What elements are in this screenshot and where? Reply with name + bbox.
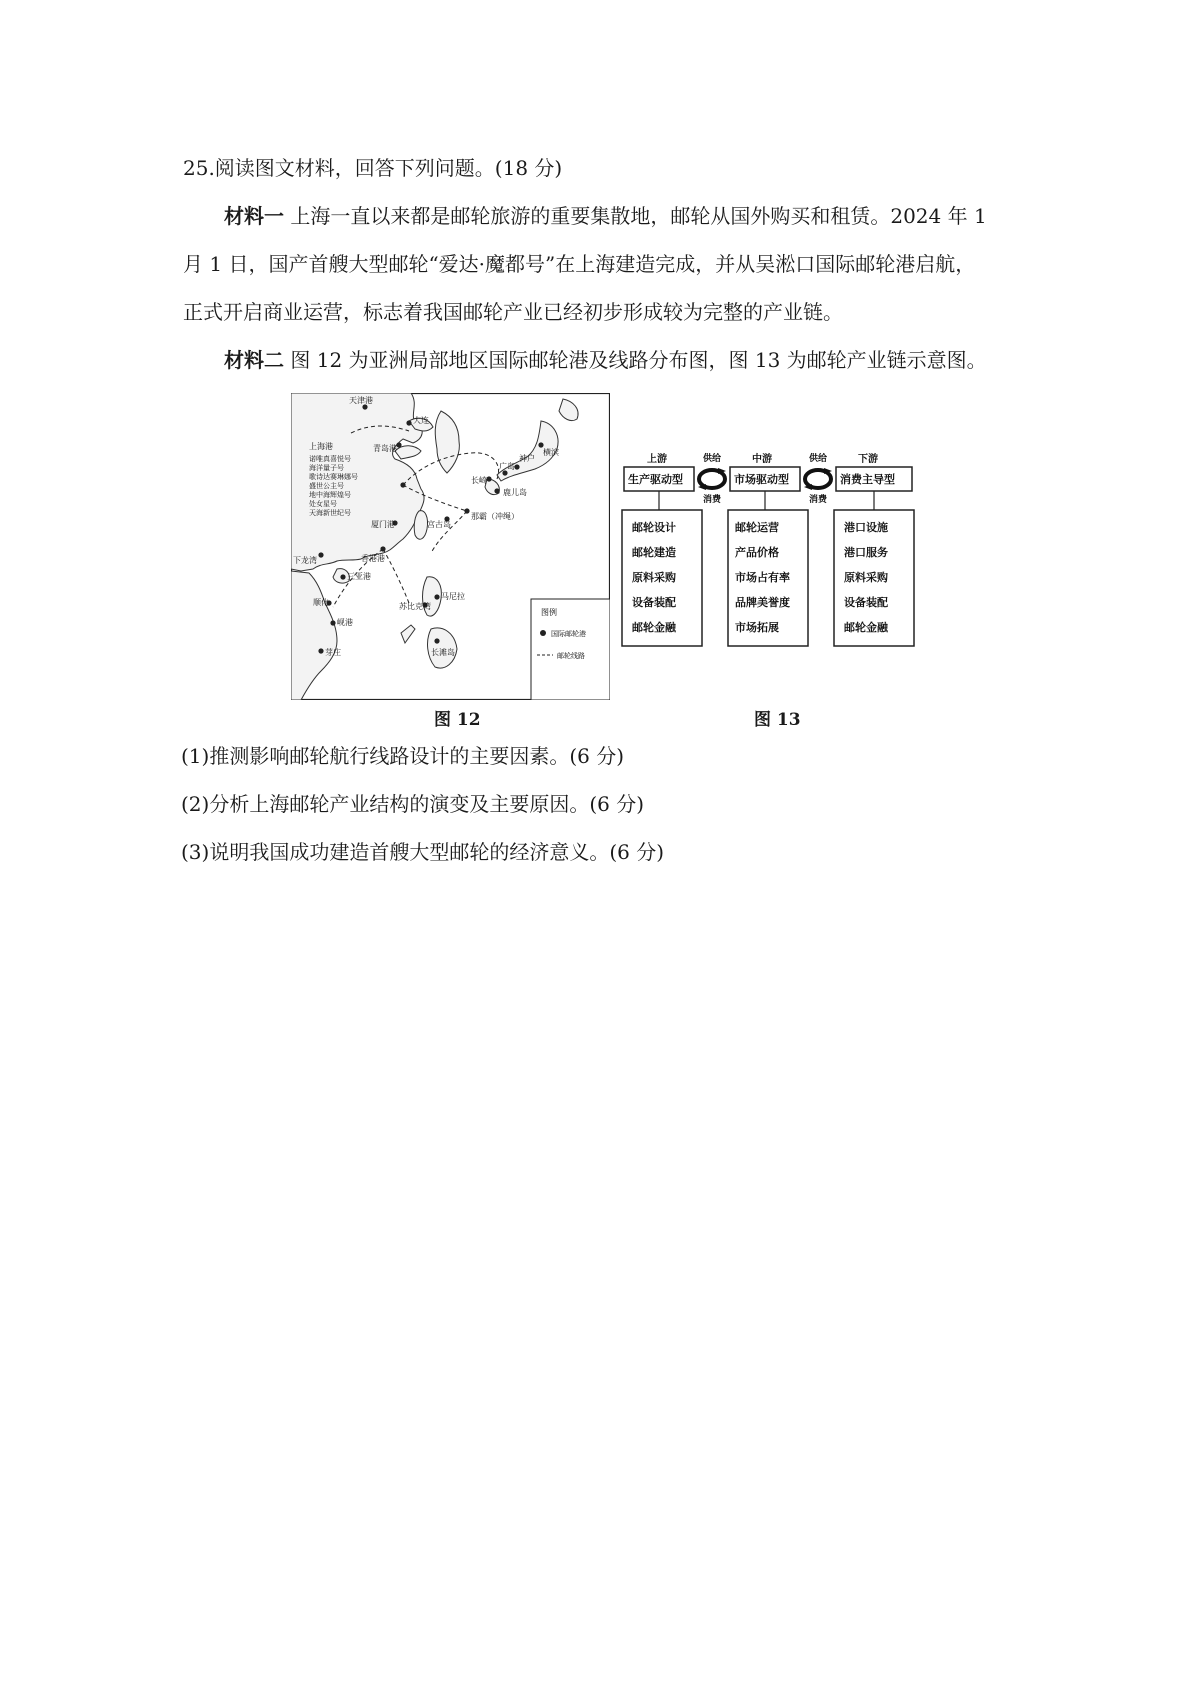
material2-line	[224, 346, 987, 374]
cycle-arrow-2	[804, 468, 832, 490]
material1-line1	[224, 202, 987, 230]
supply-label-2: 供给	[809, 454, 828, 464]
legend-port-label: 国际邮轮港	[551, 630, 586, 638]
mid-item-1: 邮轮运营	[735, 521, 779, 534]
consume-label-2: 消费	[809, 495, 828, 505]
label-xiamen: 厦门港	[371, 520, 395, 529]
ship-5: 地中海辉煌号	[309, 491, 351, 499]
down-item-1: 港口设施	[844, 521, 888, 534]
label-xianggang: 香港港	[361, 554, 385, 563]
down-item-5: 邮轮金融	[844, 621, 888, 634]
label-dalian: 大连	[413, 416, 429, 425]
label-gongguo: 宫古岛	[427, 520, 451, 529]
material1-text-1: 上海一直以来都是邮轮旅游的重要集散地，邮轮从国外购买和租赁。2024 年 1	[290, 204, 987, 228]
figure12-map	[291, 393, 610, 700]
figure12-caption: 图 12	[434, 710, 481, 730]
up-item-3: 原料采购	[632, 571, 676, 584]
up-item-5: 邮轮金融	[632, 621, 676, 634]
legend-route-label: 邮轮线路	[557, 652, 585, 660]
legend-title: 图例	[541, 608, 557, 617]
sub-question-3: (3)说明我国成功建造首艘大型邮轮的经济意义。(6 分)	[181, 840, 665, 864]
label-changtan: 长滩岛	[431, 648, 455, 657]
material2-label: 材料二	[224, 348, 284, 372]
label-tianjin: 天津港	[349, 396, 373, 405]
label-shunhua: 顺化	[313, 598, 329, 607]
material1-line2: 月 1 日，国产首艘大型邮轮“爱达·魔都号”在上海建造完成，并从吴淞口国际邮轮港启航，	[183, 252, 976, 276]
up-item-1: 邮轮设计	[632, 521, 676, 534]
label-shenhu: 神户	[519, 454, 535, 463]
label-subike: 苏比克湾	[399, 602, 431, 611]
mid-item-5: 市场拓展	[735, 621, 779, 634]
material2-text: 图 12 为亚洲局部地区国际邮轮港及线路分布图，图 13 为邮轮产业链示意图。	[290, 348, 987, 372]
type-upstream: 生产驱动型	[628, 473, 683, 486]
label-sanya: 三亚港	[347, 572, 371, 581]
label-shanghai: 上海港	[309, 442, 333, 451]
sub-question-2: (2)分析上海邮轮产业结构的演变及主要原因。(6 分)	[181, 792, 645, 816]
stage-downstream: 下游	[858, 454, 878, 465]
type-midstream: 市场驱动型	[734, 473, 789, 486]
mid-item-4: 品牌美誉度	[735, 596, 790, 609]
legend-port-marker	[540, 630, 546, 636]
label-yazhuang: 芽庄	[325, 648, 341, 657]
stage-midstream: 中游	[752, 454, 772, 465]
label-xialongwan: 下龙湾	[293, 556, 317, 565]
ship-3: 歌诗达赛琳娜号	[309, 473, 358, 481]
up-item-2: 邮轮建造	[632, 546, 676, 559]
taiwan	[414, 511, 427, 540]
sub-question-1: (1)推测影响邮轮航行线路设计的主要因素。(6 分)	[181, 744, 625, 768]
map-legend	[531, 599, 610, 700]
ship-7: 天海新世纪号	[309, 509, 351, 517]
figure13-caption: 图 13	[754, 710, 801, 730]
label-hengbang: 横滨	[543, 448, 559, 457]
supply-label-1: 供给	[703, 454, 722, 464]
ship-2: 海洋量子号	[309, 464, 344, 472]
material1-label: 材料一	[224, 204, 284, 228]
label-changqi: 长崎	[471, 476, 487, 485]
consume-label-1: 消费	[703, 495, 722, 505]
type-downstream: 消费主导型	[840, 473, 895, 486]
down-item-4: 设备装配	[844, 596, 888, 609]
ship-1: 诺唯真喜悦号	[309, 455, 351, 463]
label-luer: 鹿儿岛	[503, 488, 527, 497]
label-guangdao: 广岛	[499, 462, 515, 471]
up-item-4: 设备装配	[632, 596, 676, 609]
cycle-arrow-1	[698, 468, 726, 490]
question-heading: 25.阅读图文材料，回答下列问题。(18 分)	[183, 156, 563, 180]
mid-item-2: 产品价格	[735, 546, 779, 559]
ship-6: 处女星号	[309, 500, 337, 508]
mid-item-3: 市场占有率	[735, 571, 790, 584]
stage-upstream: 上游	[647, 454, 667, 465]
material1-line3: 正式开启商业运营，标志着我国邮轮产业已经初步形成较为完整的产业链。	[183, 300, 843, 324]
label-qingdao: 青岛港	[373, 444, 397, 453]
down-item-2: 港口服务	[844, 546, 888, 559]
label-naba: 那霸（冲绳）	[471, 512, 519, 521]
label-xiangang: 岘港	[337, 618, 353, 627]
figure13-chain	[618, 452, 918, 702]
label-manila: 马尼拉	[441, 592, 465, 601]
ship-4: 盛世公主号	[309, 482, 344, 490]
down-item-3: 原料采购	[844, 571, 888, 584]
